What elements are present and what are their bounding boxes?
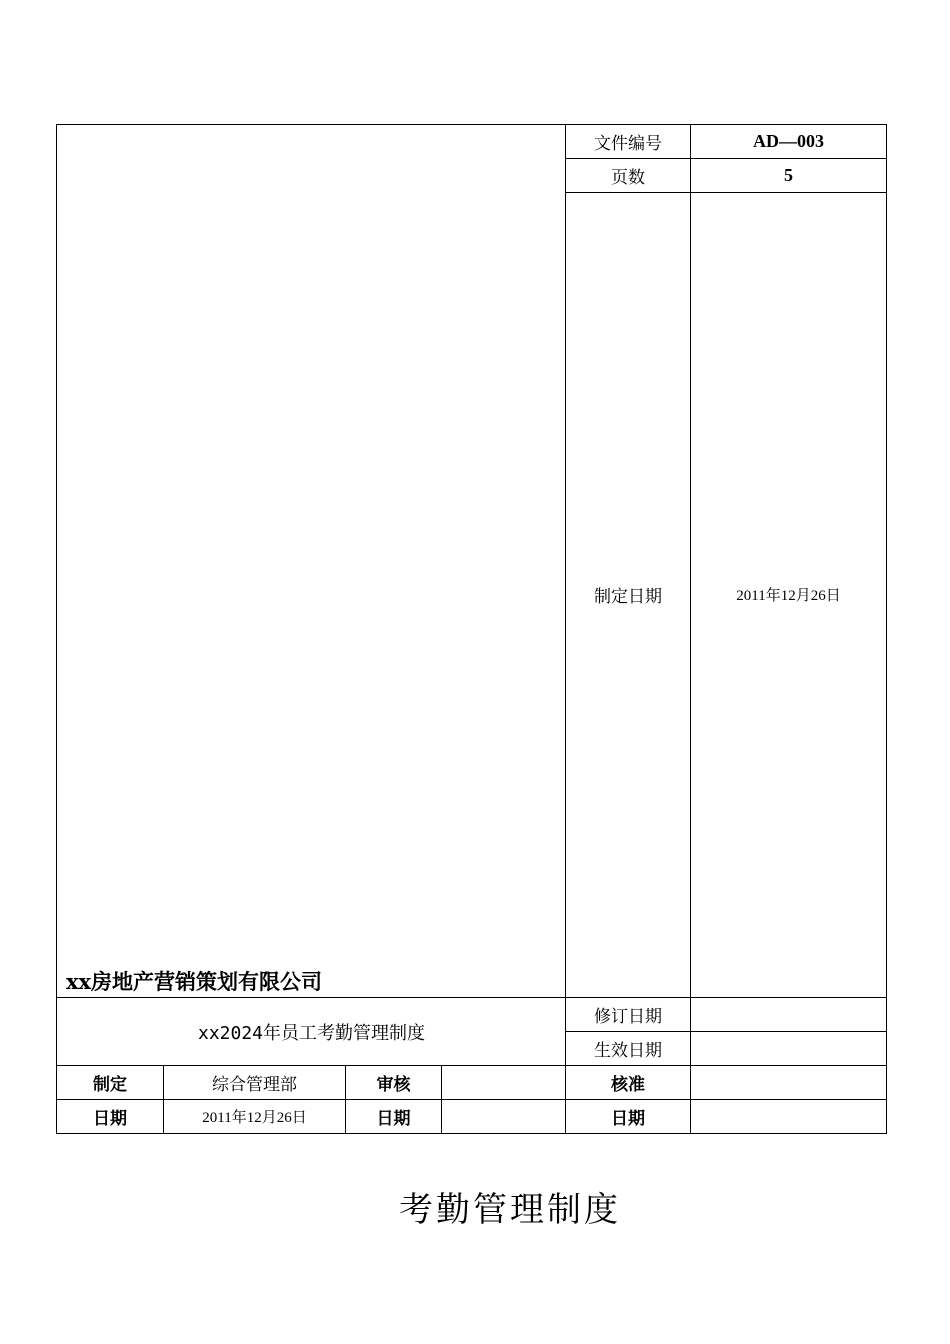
date-label-made: 日期	[93, 1108, 127, 1129]
date-value-review	[442, 1099, 565, 1133]
date-value-approve	[691, 1099, 886, 1133]
made-date-value: 2011年12月26日	[736, 588, 841, 604]
approve-value	[691, 1065, 886, 1099]
date-value-made: 2011年12月26日	[202, 1109, 307, 1126]
revised-date-value	[691, 997, 886, 1031]
file-number-label: 文件编号	[594, 133, 662, 154]
made-by-value: 综合管理部	[212, 1074, 297, 1095]
made-by-label: 制定	[93, 1074, 127, 1095]
date-label-review: 日期	[376, 1108, 411, 1129]
pages-value: 5	[784, 164, 793, 185]
pages-label: 页数	[611, 167, 645, 188]
file-number-value: AD—003	[753, 130, 824, 151]
effective-date-value	[691, 1031, 886, 1065]
document-name: xx2024年员工考勤管理制度	[197, 1022, 426, 1044]
review-value	[442, 1065, 565, 1099]
effective-date-label: 生效日期	[594, 1040, 662, 1061]
date-label-approve: 日期	[611, 1108, 645, 1129]
page-title: 考勤管理制度	[399, 1190, 621, 1230]
revised-date-label: 修订日期	[594, 1006, 662, 1027]
made-date-label: 制定日期	[594, 587, 662, 607]
company-name: xx房地产营销策划有限公司	[66, 969, 323, 994]
review-label: 审核	[376, 1074, 411, 1095]
approve-label: 核准	[611, 1074, 645, 1095]
